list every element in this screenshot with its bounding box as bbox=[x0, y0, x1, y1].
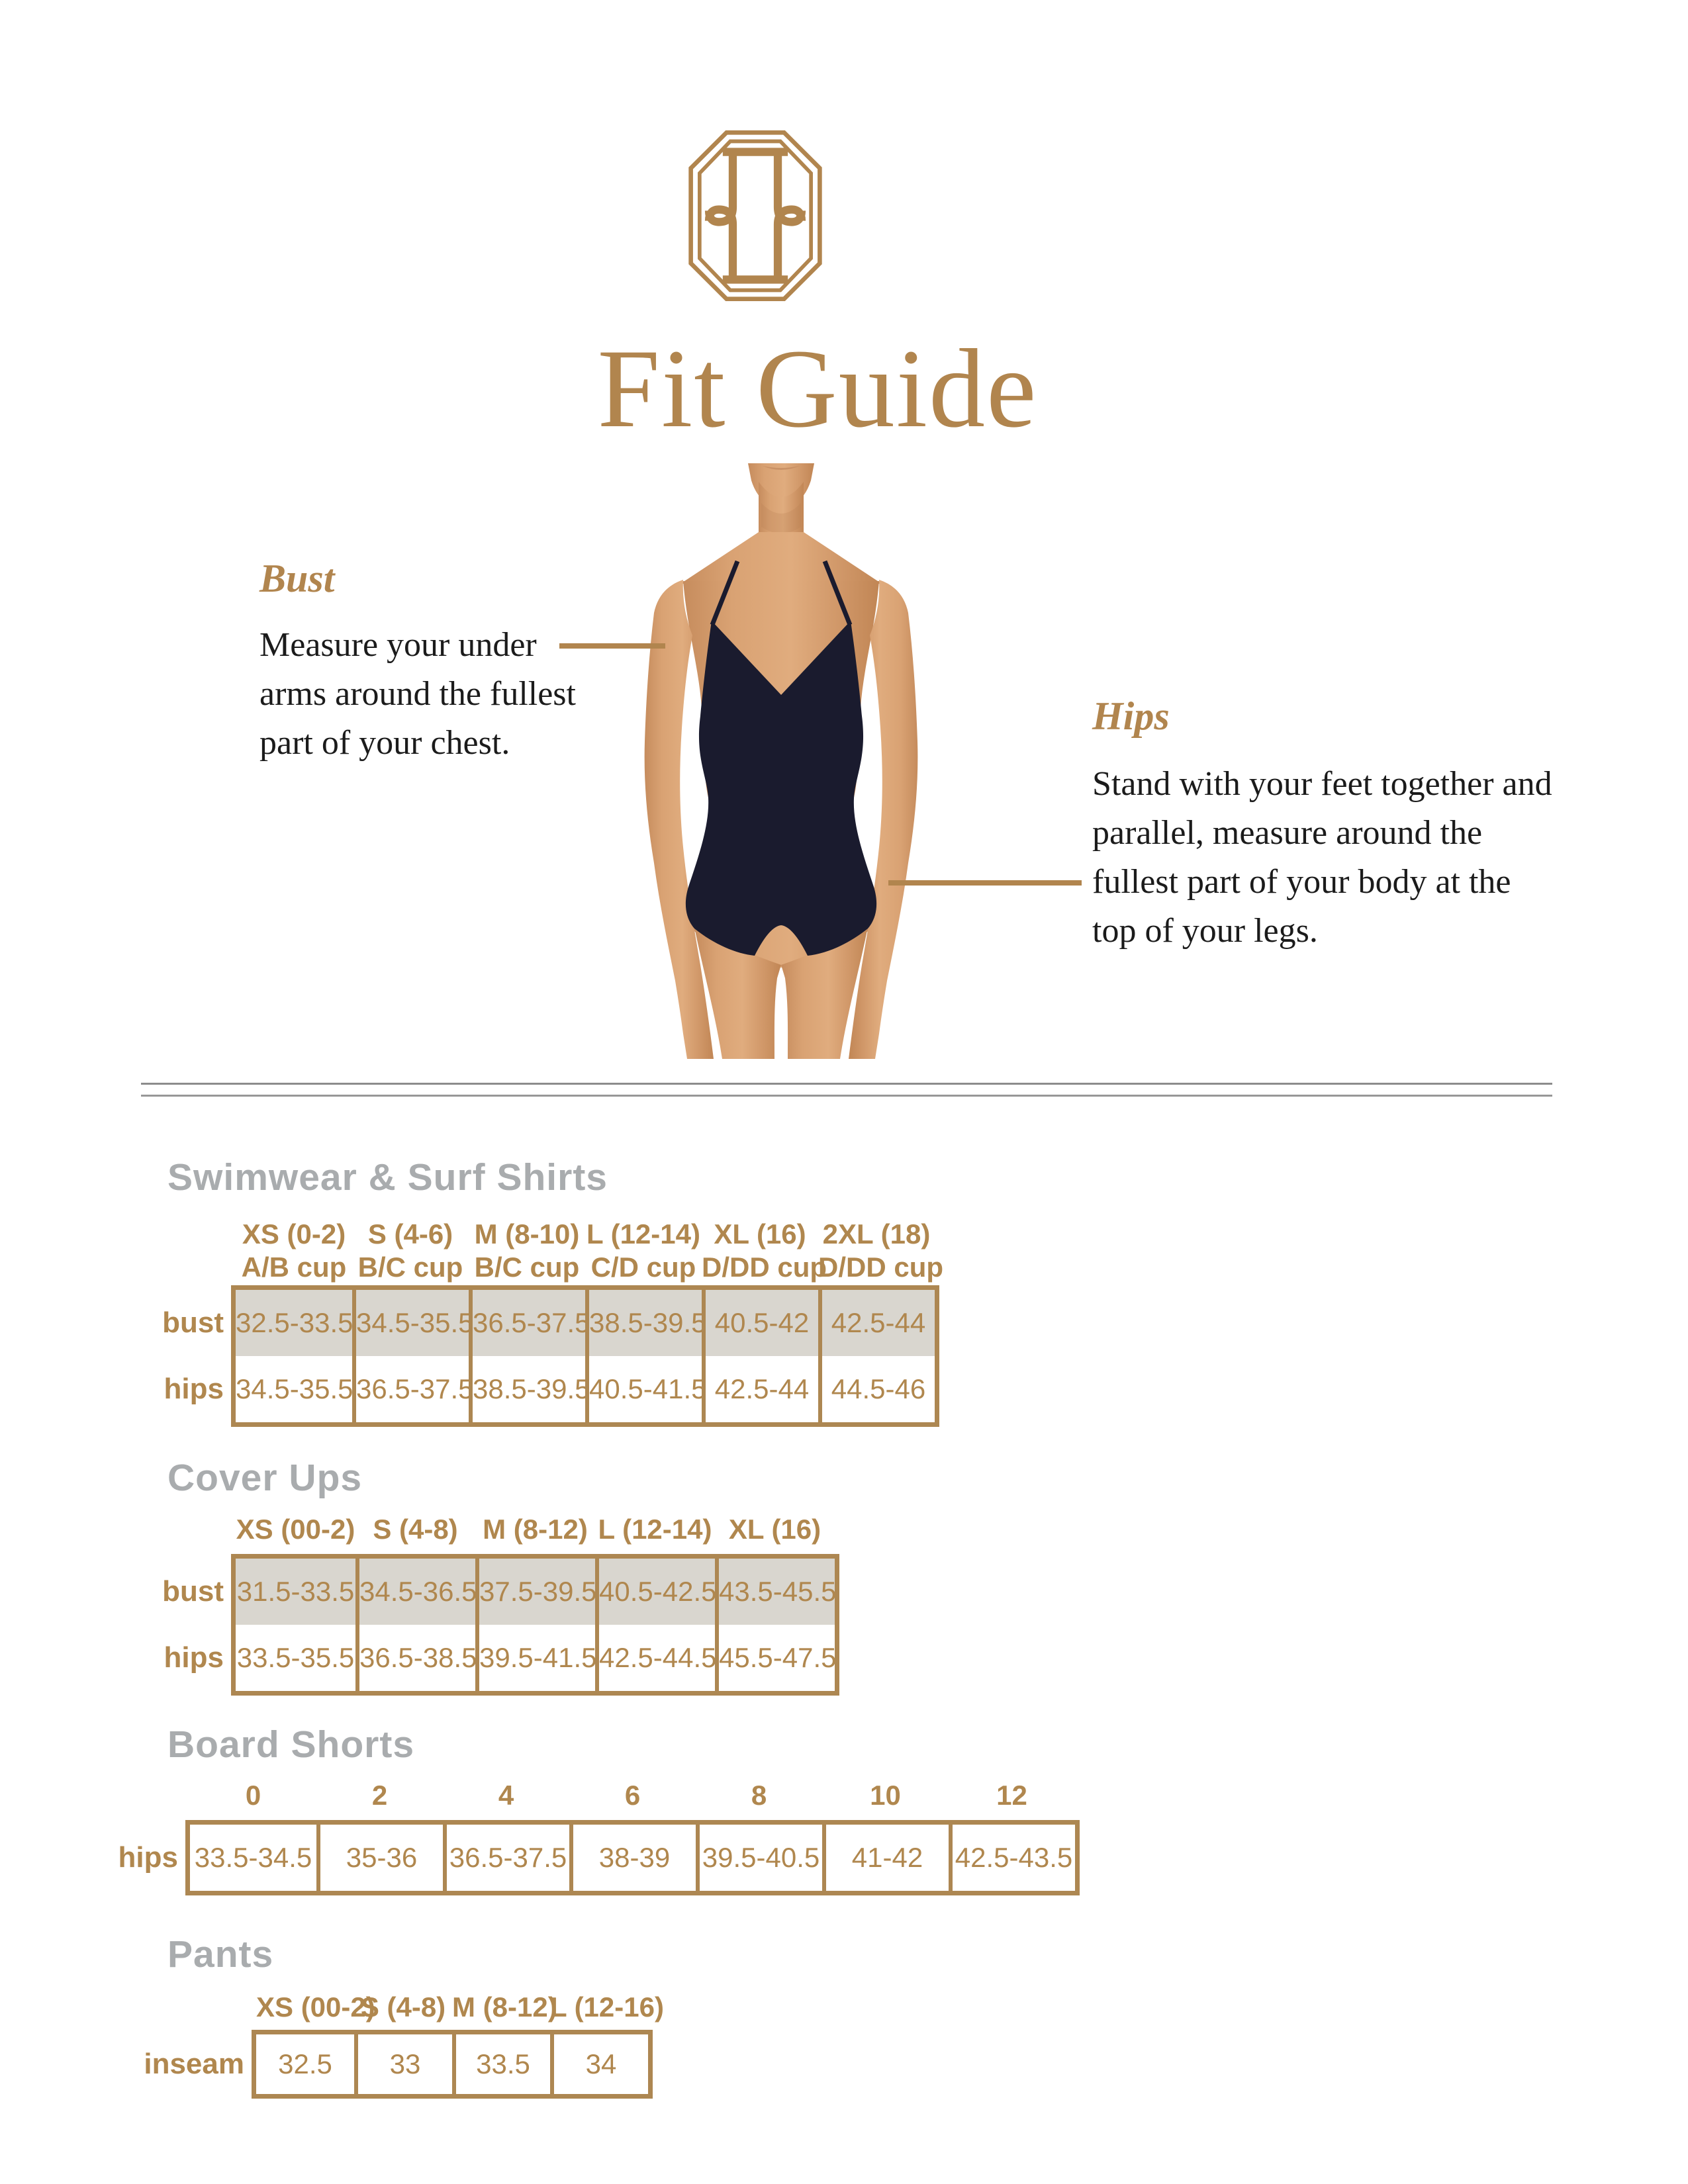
size-header: L (12-16) bbox=[550, 1991, 664, 2023]
size-header-row bbox=[256, 1991, 664, 2024]
hips-instructions-line: parallel, measure around the bbox=[1092, 814, 1483, 852]
size-table bbox=[118, 1820, 1080, 1895]
model-photo bbox=[583, 463, 980, 1059]
size-header: D/DD cup bbox=[818, 1251, 943, 1283]
size-value-cell: 36.5-38.5 bbox=[355, 1625, 475, 1691]
size-header: 2XL (18) bbox=[822, 1218, 931, 1250]
size-value-cell: 31.5-33.5 bbox=[236, 1576, 355, 1607]
size-header: D/DD cup bbox=[702, 1251, 827, 1283]
bust-instructions-line: Measure your under bbox=[259, 626, 537, 664]
table-row bbox=[190, 1825, 1075, 1891]
row-label: hips bbox=[118, 1841, 178, 1874]
logo-octagon-inner bbox=[700, 141, 811, 290]
size-header: L (12-14) bbox=[598, 1514, 712, 1545]
section-heading: Cover Ups bbox=[167, 1457, 363, 1499]
size-value-cell: 43.5-45.5 bbox=[715, 1559, 835, 1625]
size-value-cell: 36.5-37.5 bbox=[352, 1356, 469, 1422]
size-header: M (8-10) bbox=[474, 1218, 580, 1250]
size-value-cell: 35-36 bbox=[316, 1825, 443, 1891]
size-value-cell: 37.5-39.5 bbox=[475, 1559, 595, 1625]
size-header: B/C cup bbox=[357, 1251, 463, 1283]
size-value-cell: 39.5-41.5 bbox=[475, 1625, 595, 1691]
size-value-cell: 42.5-44.5 bbox=[595, 1625, 715, 1691]
size-header-row bbox=[190, 1779, 1075, 1812]
size-header: C/D cup bbox=[590, 1251, 696, 1283]
row-label: hips bbox=[164, 1373, 224, 1405]
brand-logo-monogram bbox=[686, 127, 824, 304]
size-header: 12 bbox=[996, 1780, 1027, 1811]
model-body bbox=[645, 463, 918, 1059]
size-header-row bbox=[236, 1251, 943, 1284]
size-value-cell: 33.5 bbox=[452, 2034, 550, 2094]
table-row bbox=[236, 1559, 835, 1625]
size-value-cell: 44.5-46 bbox=[818, 1356, 935, 1422]
size-value-cell: 42.5-44 bbox=[818, 1290, 935, 1356]
hips-instructions-line: top of your legs. bbox=[1092, 912, 1318, 950]
bust-heading: Bust bbox=[259, 557, 335, 600]
size-value-cell: 34.5-35.5 bbox=[236, 1373, 353, 1404]
row-label: hips bbox=[164, 1641, 224, 1674]
size-value-cell: 42.5-43.5 bbox=[949, 1825, 1075, 1891]
size-value-cell: 33 bbox=[354, 2034, 452, 2094]
hips-instructions bbox=[1092, 760, 1552, 956]
size-header: M (8-12) bbox=[452, 1991, 557, 2023]
hips-instructions-line: Stand with your feet together and bbox=[1092, 765, 1552, 803]
size-header: S (4-8) bbox=[360, 1991, 446, 2023]
bust-instructions-line: arms around the fullest bbox=[259, 675, 576, 713]
row-label: bust bbox=[162, 1306, 224, 1339]
table-row bbox=[236, 1625, 835, 1691]
size-value-cell: 45.5-47.5 bbox=[715, 1625, 835, 1691]
hips-instructions-line: fullest part of your body at the bbox=[1092, 863, 1511, 901]
size-header: 8 bbox=[751, 1780, 767, 1811]
row-label: bust bbox=[162, 1575, 224, 1608]
logo-monogram-glyphs bbox=[709, 152, 802, 280]
size-header: M (8-12) bbox=[483, 1514, 588, 1545]
size-value-cell: 34.5-36.5 bbox=[355, 1559, 475, 1625]
size-value-cell: 39.5-40.5 bbox=[696, 1825, 822, 1891]
row-label: inseam bbox=[144, 2048, 244, 2080]
size-header: S (4-6) bbox=[367, 1218, 453, 1250]
size-header: 0 bbox=[245, 1780, 261, 1811]
size-header: B/C cup bbox=[474, 1251, 580, 1283]
size-header: 10 bbox=[870, 1780, 901, 1811]
size-table bbox=[144, 2030, 653, 2099]
size-value-cell: 38.5-39.5 bbox=[469, 1356, 585, 1422]
table-row bbox=[256, 2034, 648, 2094]
size-header: XS (00-2) bbox=[236, 1514, 355, 1545]
size-table bbox=[162, 1554, 839, 1696]
size-value-cell: 40.5-42 bbox=[702, 1290, 818, 1356]
size-header: 4 bbox=[498, 1780, 514, 1811]
size-header: L (12-14) bbox=[586, 1218, 700, 1250]
size-header: A/B cup bbox=[241, 1251, 347, 1283]
size-value-cell: 32.5-33.5 bbox=[236, 1307, 353, 1338]
size-value-cell: 40.5-41.5 bbox=[585, 1356, 702, 1422]
size-header: XS (0-2) bbox=[242, 1218, 346, 1250]
size-header: XL (16) bbox=[728, 1514, 821, 1545]
size-value-cell: 36.5-37.5 bbox=[469, 1290, 585, 1356]
hips-heading: Hips bbox=[1092, 694, 1170, 738]
size-value-cell: 42.5-44 bbox=[702, 1356, 818, 1422]
size-value-cell: 41-42 bbox=[822, 1825, 949, 1891]
size-value-cell: 34 bbox=[550, 2034, 648, 2094]
size-value-cell: 34.5-35.5 bbox=[352, 1290, 469, 1356]
divider-line bbox=[141, 1083, 1552, 1085]
section-heading: Pants bbox=[167, 1933, 274, 1976]
size-value-cell: 33.5-34.5 bbox=[194, 1842, 312, 1873]
section-heading: Swimwear & Surf Shirts bbox=[167, 1156, 608, 1199]
size-value-cell: 32.5 bbox=[278, 2048, 332, 2079]
section-heading: Board Shorts bbox=[167, 1723, 415, 1766]
size-value-cell: 40.5-42.5 bbox=[595, 1559, 715, 1625]
size-value-cell: 38.5-39.5 bbox=[585, 1290, 702, 1356]
size-header: 6 bbox=[624, 1780, 641, 1811]
size-header-row bbox=[236, 1218, 935, 1251]
table-row bbox=[236, 1290, 935, 1356]
table-row bbox=[236, 1356, 935, 1422]
size-value-cell: 33.5-35.5 bbox=[236, 1642, 355, 1673]
size-header: S (4-8) bbox=[373, 1514, 458, 1545]
size-header-row bbox=[236, 1513, 835, 1546]
size-value-cell: 36.5-37.5 bbox=[443, 1825, 569, 1891]
size-header: 2 bbox=[371, 1780, 388, 1811]
divider-line bbox=[141, 1095, 1552, 1097]
size-value-cell: 38-39 bbox=[569, 1825, 696, 1891]
size-header: XS (00-2) bbox=[256, 1991, 375, 2023]
size-table bbox=[162, 1285, 939, 1427]
bust-instructions bbox=[259, 621, 576, 768]
hips-pointer-line bbox=[888, 880, 1082, 886]
bust-instructions-line: part of your chest. bbox=[259, 724, 510, 762]
page-title: Fit Guide bbox=[597, 326, 1038, 451]
size-header: XL (16) bbox=[714, 1218, 806, 1250]
